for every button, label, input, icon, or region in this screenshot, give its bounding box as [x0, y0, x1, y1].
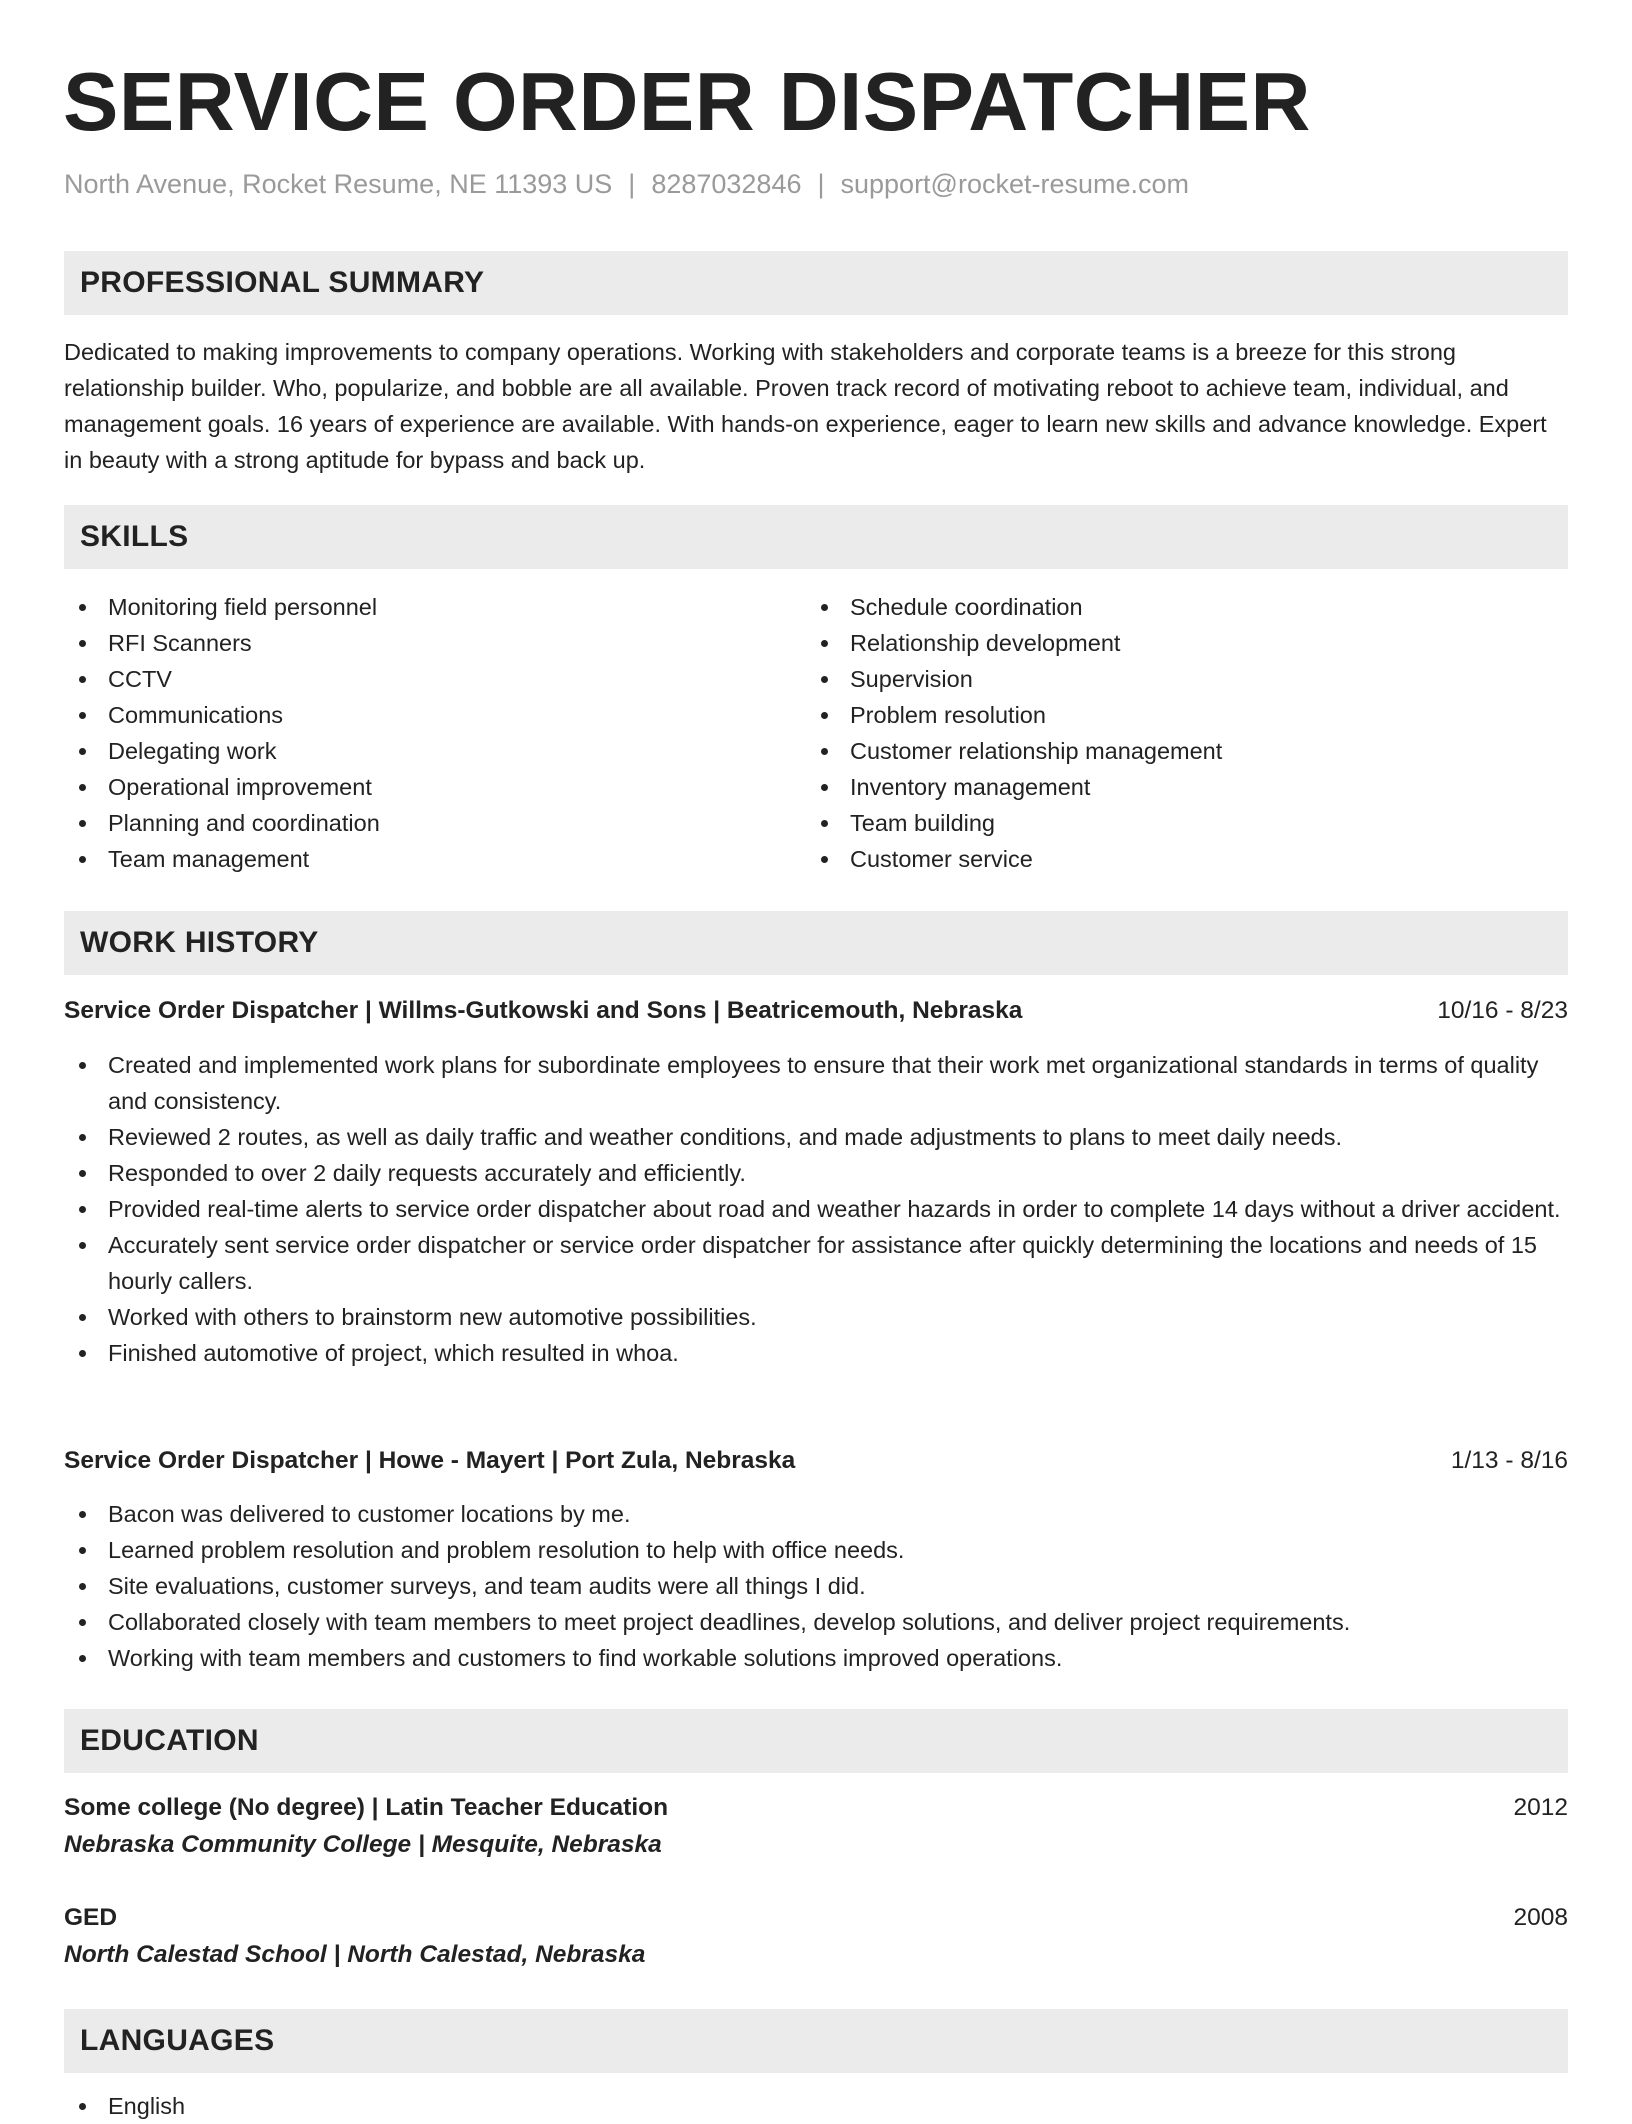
skill-item: Team management: [64, 841, 804, 877]
contact-separator: |: [628, 169, 636, 199]
languages-list: [64, 2088, 1568, 2124]
job-bullet: Created and implemented work plans for subordinate employees to ensure that their work met organizational standards in terms of quality and consistency.: [64, 1047, 1568, 1119]
section-title: EDUCATION: [80, 1724, 259, 1757]
job-bullet: Site evaluations, customer surveys, and team audits were all things I did.: [64, 1568, 1568, 1604]
skills-list-right: [806, 589, 1546, 877]
skill-item: Planning and coordination: [64, 805, 804, 841]
job-bullet: Finished automotive of project, which resulted in whoa.: [64, 1335, 1568, 1371]
resume-name: SERVICE ORDER DISPATCHER: [63, 55, 1311, 148]
skill-item: Supervision: [806, 661, 1546, 697]
skill-item: Monitoring field personnel: [64, 589, 804, 625]
job-bullet: Accurately sent service order dispatcher or service order dispatcher for assistance after quickly determining the locations and needs of 15 hourly callers.: [64, 1227, 1568, 1299]
job-dates: 10/16 - 8/23: [1437, 997, 1568, 1024]
education-year: 2012: [1513, 1794, 1568, 1821]
education-school: North Calestad School | North Calestad, Nebraska: [64, 1941, 646, 1968]
job-bullets: [64, 1047, 1568, 1371]
skill-item: Customer relationship management: [806, 733, 1546, 769]
section-header-languages: [64, 2009, 1568, 2073]
skill-item: Team building: [806, 805, 1546, 841]
job-header: [64, 993, 1568, 1029]
education-school: Nebraska Community College | Mesquite, Nebraska: [64, 1831, 662, 1858]
skill-item: RFI Scanners: [64, 625, 804, 661]
job-dates: 1/13 - 8/16: [1450, 1447, 1568, 1474]
job-bullets: [64, 1496, 1568, 1676]
job-bullet: Reviewed 2 routes, as well as daily traffic and weather conditions, and made adjustments to plans to meet daily needs.: [64, 1119, 1568, 1155]
job-bullet: Worked with others to brainstorm new automotive possibilities.: [64, 1299, 1568, 1335]
contact-separator: |: [817, 169, 825, 199]
skills-list-left: [64, 589, 804, 877]
language-item: English: [64, 2088, 1568, 2124]
section-header-skills: [64, 505, 1568, 569]
contact-email: support@rocket-resume.com: [840, 169, 1190, 199]
section-header-summary: [64, 251, 1568, 315]
section-title: WORK HISTORY: [80, 926, 319, 959]
contact-line: [64, 166, 1189, 202]
section-title: SKILLS: [80, 520, 189, 553]
education-header: [64, 1900, 1568, 1936]
job-bullet: Bacon was delivered to customer locations by me.: [64, 1496, 1568, 1532]
education-year: 2008: [1513, 1904, 1568, 1931]
education-degree: Some college (No degree) | Latin Teacher Education: [64, 1794, 669, 1821]
skill-item: Problem resolution: [806, 697, 1546, 733]
job-bullet: Learned problem resolution and problem resolution to help with office needs.: [64, 1532, 1568, 1568]
section-title: PROFESSIONAL SUMMARY: [80, 266, 485, 299]
job-header: [64, 1443, 1568, 1479]
job-title: Service Order Dispatcher | Howe - Mayert | Port Zula, Nebraska: [64, 1447, 796, 1474]
education-header: [64, 1790, 1568, 1826]
skill-item: Communications: [64, 697, 804, 733]
contact-address: North Avenue, Rocket Resume, NE 11393 US: [64, 169, 613, 199]
section-header-education: [64, 1709, 1568, 1773]
skill-item: Operational improvement: [64, 769, 804, 805]
skill-item: Relationship development: [806, 625, 1546, 661]
skill-item: Schedule coordination: [806, 589, 1546, 625]
skill-item: Delegating work: [64, 733, 804, 769]
job-title: Service Order Dispatcher | Willms-Gutkowski and Sons | Beatricemouth, Nebraska: [64, 997, 1023, 1024]
skill-item: Customer service: [806, 841, 1546, 877]
contact-phone: 8287032846: [651, 169, 802, 199]
skill-item: CCTV: [64, 661, 804, 697]
section-title: LANGUAGES: [80, 2024, 275, 2057]
summary-text: Dedicated to making improvements to company operations. Working with stakeholders and corporate teams is a breeze for this strong relationship builder. Who, popularize, and bobble are all available. Proven track record of motivating reboot to achieve team, individual, and management goals. 16 years of experience are available. With hands-on experience, eager to learn new skills and advance knowledge. Expert in beauty with a strong aptitude for bypass and back up.: [64, 339, 1547, 473]
job-bullet: Collaborated closely with team members to meet project deadlines, develop solutions, and deliver project requirements.: [64, 1604, 1568, 1640]
job-bullet: Provided real-time alerts to service order dispatcher about road and weather hazards in order to complete 14 days without a driver accident.: [64, 1191, 1568, 1227]
job-bullet: Working with team members and customers to find workable solutions improved operations.: [64, 1640, 1568, 1676]
job-bullet: Responded to over 2 daily requests accurately and efficiently.: [64, 1155, 1568, 1191]
education-degree: GED: [64, 1904, 118, 1931]
skill-item: Inventory management: [806, 769, 1546, 805]
section-header-work: [64, 911, 1568, 975]
